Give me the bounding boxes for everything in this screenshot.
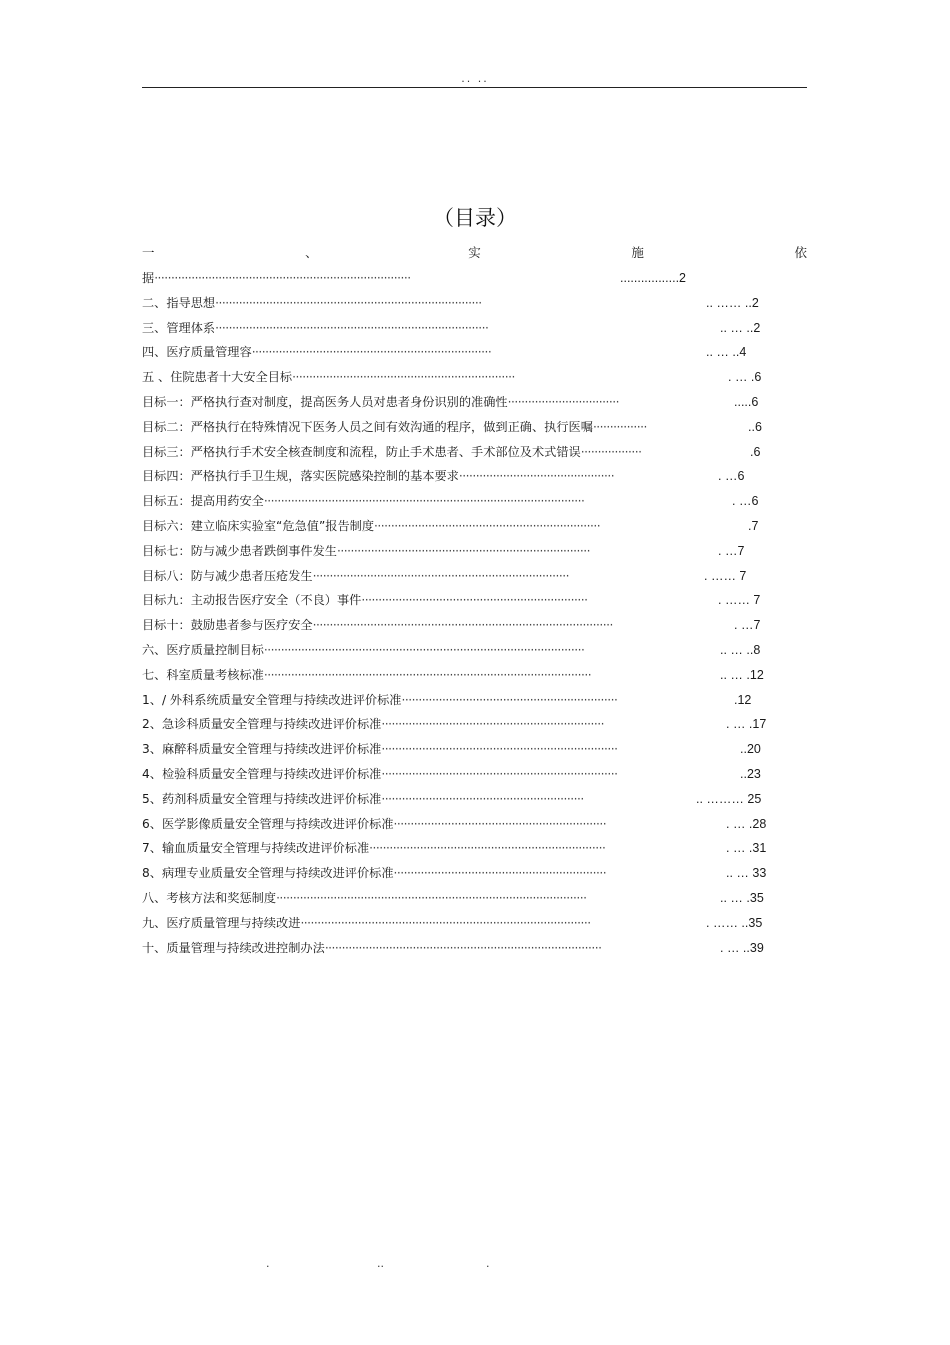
toc-entry-page: .. …… ..2	[706, 295, 759, 310]
toc-entry[interactable]	[142, 863, 807, 888]
toc-entry[interactable]	[142, 938, 807, 963]
toc-entry-label: 据············································································	[142, 271, 411, 285]
toc-entry-label: 目标五：提高用药安全·······························································································	[142, 494, 585, 509]
toc-entry[interactable]	[142, 392, 807, 417]
toc-entry-label: 目标三：严格执行手术安全核查制度和流程，防止手术患者、手术部位及术式错误··················	[142, 444, 642, 459]
footer-mark: ..	[377, 1257, 384, 1270]
toc-entry-page: . … .17	[726, 717, 767, 732]
toc-entry-label: 二、指导思想···············································································	[142, 295, 482, 310]
toc-entry-label: 目标八：防与减少患者压疮发生············································································	[142, 568, 570, 583]
toc-entry-label: 七、科室质量考核标准·································································································	[142, 667, 592, 682]
toc-entry-page: . …7	[718, 543, 745, 558]
toc-entry-label: 五 、住院患者十大安全目标··································································	[142, 370, 515, 385]
toc-entry-label: 7、输血质量安全管理与持续改进评价标准······································································	[142, 841, 606, 856]
toc-entry-label: 目标九：主动报告医疗安全（不良）事件···································································	[142, 593, 588, 608]
footer-mark: .	[486, 1257, 490, 1270]
toc-entry-label: 六、医疗质量控制目标·······························································································	[142, 642, 585, 657]
header-mark: .. ..	[461, 72, 489, 85]
toc-entry-label: 6、医学影像质量安全管理与持续改进评价标准·······························································	[142, 816, 607, 831]
toc-entry[interactable]	[142, 814, 807, 839]
toc-entry[interactable]	[142, 318, 807, 343]
table-of-contents	[142, 268, 807, 962]
toc-entry-page: . …7	[734, 618, 761, 633]
toc-entry-label: 四、医疗质量管理容·······································································	[142, 345, 492, 360]
toc-spread-line	[142, 243, 807, 261]
toc-entry-page: . …… 7	[704, 568, 747, 583]
toc-entry-page: .. … ..4	[706, 345, 747, 360]
spread-char: 施	[631, 245, 644, 260]
toc-entry-page: . …6	[732, 494, 759, 509]
toc-entry[interactable]	[142, 293, 807, 318]
toc-entry-label: 目标十：鼓励患者参与医疗安全·························································································	[142, 618, 613, 633]
toc-entry-label: 目标一：严格执行查对制度，提高医务人员对患者身份识别的准确性·································	[142, 394, 619, 409]
toc-entry-label: 八、考核方法和奖惩制度····························································································	[142, 890, 587, 905]
toc-entry-page: . …6	[718, 469, 745, 484]
toc-entry-label: 2、急诊科质量安全管理与持续改进评价标准··································································	[142, 717, 605, 732]
toc-entry-page: .................2	[620, 271, 686, 285]
toc-entry-page: ..6	[748, 419, 762, 434]
header-rule	[142, 87, 807, 88]
spread-char: 一	[142, 245, 155, 260]
toc-entry-page: .7	[748, 518, 759, 533]
toc-entry-page: . …… 7	[718, 593, 761, 608]
toc-entry[interactable]	[142, 516, 807, 541]
toc-entry[interactable]	[142, 367, 807, 392]
toc-entry[interactable]	[142, 888, 807, 913]
toc-entry-label: 1、/ 外科系统质量安全管理与持续改进评价标准································································	[142, 692, 618, 707]
toc-entry[interactable]	[142, 491, 807, 516]
page-title: （目录）	[433, 206, 517, 230]
toc-entry-label: 目标七：防与减少患者跌倒事件发生···········································································	[142, 543, 591, 558]
toc-entry-page: . … .6	[728, 370, 762, 385]
toc-entry[interactable]	[142, 541, 807, 566]
toc-entry-label: 目标六：建立临床实验室“危急值”报告制度···································································	[142, 518, 601, 533]
toc-entry[interactable]	[142, 665, 807, 690]
spread-char: 实	[468, 245, 481, 260]
toc-entry[interactable]	[142, 913, 807, 938]
toc-entry[interactable]	[142, 838, 807, 863]
toc-entry-page: .. … ..8	[720, 642, 761, 657]
toc-entry-label: 三、管理体系·················································································	[142, 320, 489, 335]
toc-entry-label: 目标四：严格执行手卫生规，落实医院感染控制的基本要求··············································	[142, 469, 615, 484]
toc-entry-label: 8、病理专业质量安全管理与持续改进评价标准·······························································	[142, 866, 607, 881]
toc-entry-page: .. … .12	[720, 667, 764, 682]
toc-entry-page: .. … 33	[726, 866, 767, 881]
toc-entry[interactable]	[142, 590, 807, 615]
toc-entry[interactable]	[142, 342, 807, 367]
toc-entry-label: 5、药剂科质量安全管理与持续改进评价标准····························································	[142, 791, 584, 806]
spread-char: 、	[305, 245, 318, 260]
toc-entry-label: 3、麻醉科质量安全管理与持续改进评价标准······································································	[142, 742, 618, 757]
toc-entry-label: 九、医疗质量管理与持续改进······················································································	[142, 915, 591, 930]
toc-entry-page: .. ……… 25	[696, 791, 762, 806]
footer-mark: .	[266, 1257, 270, 1270]
toc-entry-page: ..20	[740, 742, 761, 757]
toc-entry[interactable]	[142, 466, 807, 491]
toc-entry-page: ..23	[740, 766, 761, 781]
toc-entry-page: . … .31	[726, 841, 767, 856]
toc-entry[interactable]	[142, 690, 807, 715]
toc-entry[interactable]	[142, 714, 807, 739]
toc-entry-label: 目标二：严格执行在特殊情况下医务人员之间有效沟通的程序，做到正确、执行医嘱················	[142, 419, 647, 434]
toc-entry-page: .. … .35	[720, 890, 764, 905]
spread-char: 依	[794, 245, 807, 260]
toc-entry-page: .. … ..2	[720, 320, 761, 335]
toc-entry[interactable]	[142, 615, 807, 640]
toc-entry-page: .....6	[734, 394, 759, 409]
toc-entry[interactable]	[142, 789, 807, 814]
toc-entry[interactable]	[142, 764, 807, 789]
toc-entry-page: . … .28	[726, 816, 767, 831]
toc-entry-page: . … ..39	[720, 940, 764, 955]
toc-entry-label: 十、质量管理与持续改进控制办法··················································································	[142, 940, 602, 955]
toc-entry[interactable]	[142, 417, 807, 442]
toc-entry[interactable]	[142, 268, 807, 293]
toc-entry-page: .12	[734, 692, 752, 707]
toc-entry-page: .6	[750, 444, 761, 459]
toc-entry-page: . …… ..35	[706, 915, 763, 930]
toc-entry-label: 4、检验科质量安全管理与持续改进评价标准······································································	[142, 766, 618, 781]
toc-entry[interactable]	[142, 442, 807, 467]
toc-entry[interactable]	[142, 640, 807, 665]
toc-entry[interactable]	[142, 739, 807, 764]
toc-entry[interactable]	[142, 566, 807, 591]
